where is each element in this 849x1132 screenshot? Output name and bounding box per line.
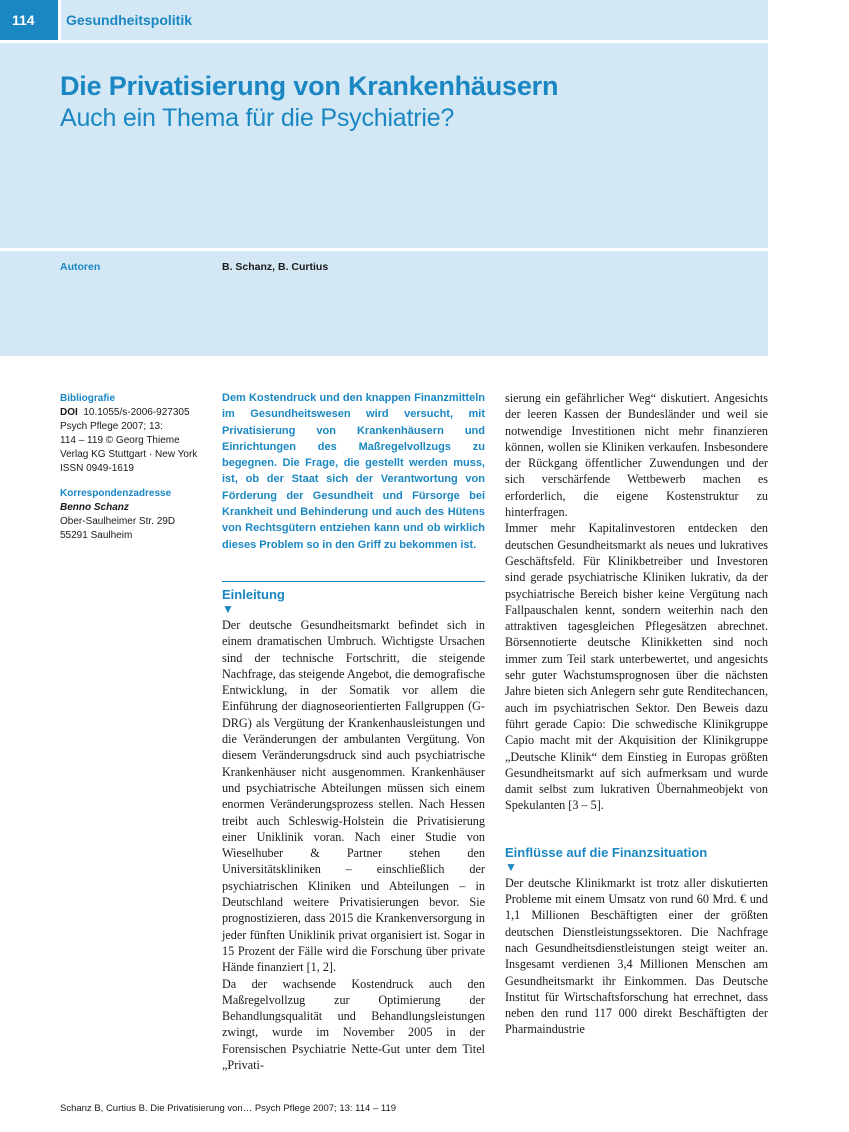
article-title: Die Privatisierung von Krankenhäusern (60, 71, 559, 101)
doi-value: 10.1055/s-2006-927305 (83, 407, 190, 418)
correspondence-name: Benno Schanz (60, 502, 129, 513)
citation-line: Verlag KG Stuttgart · New York (60, 449, 198, 460)
section-heading-einleitung: Einleitung (222, 586, 285, 602)
column-left (222, 390, 485, 1073)
citation-line: Psych Pflege 2007; 13: (60, 421, 163, 432)
authors-label: Autoren (60, 261, 101, 273)
issn: ISSN 0949-1619 (60, 463, 134, 474)
bibliography-heading: Bibliografie (60, 393, 116, 404)
abstract: Dem Kostendruck und den knappen Finanzmitteln im Gesundheitswesen wird versucht, mit Privatisierung von Krankenhäusern und Einrichtungen des Maßregelvollzugs zu begegnen. Die Frage, die gestellt werden muss, ist, ob der Staat sich der Verantwortung von Förderung der Gesundheit und Fürsorge bei Krankheit und Behinderung und auch des Hütens von Rechtsgütern entziehen kann und ob wirklich dieses Problem so in den Griff zu bekommen ist. (222, 392, 485, 551)
paragraph: Der deutsche Klinikmarkt ist trotz aller diskutierten Probleme mit einem Umsatz von rund 60 Mrd. € und 1,1 Millionen Beschäftigten einer der größten deutschen Dienstleistungssektoren. Die Nachfrage nach Gesundheitsdienstleistungen steigt weiter an. Insgesamt verdienen 3,4 Millionen Menschen am Gesundheitsmarkt ihr Einkommen. Das Deutsche Institut für Wirtschaftsforschung hat errechnet, dass neben den rund 117 000 direkt Beschäftigten der Pharmaindustrie (505, 875, 768, 1037)
running-header (0, 0, 768, 40)
paragraph: Immer mehr Kapitalinvestoren entdecken den deutschen Gesundheitsmarkt als neues und lukratives Geschäftsfeld. Für Klinikbetreiber und Investoren sind gerade psychiatrische Kliniken lukrativ, da der psychiatrische Bereich bisher keine Vergütung nach Fallpauschalen kennt, sondern weiterhin nach den attraktiven tagesgleichen Pflegesätzen abrechnet. Börsennotierte deutsche Klinikketten sind noch immer zum Teil stark unterbewertet, und angesichts sehr guter Wachstumsprognosen über die nächsten Jahre bieten sich Anlegern sehr gute Renditechancen, auch im psychiatrischen Sektor. Den Beweis dazu führt gerade Capio: Die schwedische Klinikgruppe Capio macht mit der Akquisition der Klinikgruppe „Deutsche Klinik“ dem Einstieg in Europas größten Gesundheitsmarkt auf sich aufmerksam und wurde damit selbst zum lukrativen Übernahmeobjekt von Spekulanten [3 – 5]. (505, 521, 768, 813)
article-subtitle: Auch ein Thema für die Psychiatrie? (60, 104, 455, 132)
correspondence-city: 55291 Saulheim (60, 530, 133, 541)
title-block (0, 43, 768, 248)
paragraph: sierung ein gefährlicher Weg“ diskutiert. Angesichts der leeren Kassen der Bundesländer und weil sie notwendige Investitionen nicht mehr finanzieren können, wollen sie Kliniken verkaufen. Insbesondere der Rückgang öffentlicher Zuwendungen und der sich verschärfende Wettbewerb machen es erforderlich, die eigene Kostenstruktur zu hinterfragen. (505, 391, 768, 520)
section-heading-finanzsituation: Einflüsse auf die Finanzsituation (505, 844, 708, 860)
triangle-marker-icon: ▼ (505, 859, 517, 874)
section-label: Gesundheitspolitik (61, 0, 768, 40)
correspondence-street: Ober-Saulheimer Str. 29D (60, 516, 176, 527)
paragraph: Da der wachsende Kostendruck auch den Maßregelvollzug zur Optimierung der Behandlungsqualität und Behandlungsleistungen zwingt, wurde im November 2005 in der Forensischen Psychiatrie Nette-Gut unter dem Titel „Privati- (222, 976, 485, 1072)
bibliography-sidebar (60, 392, 210, 543)
authors-names: B. Schanz, B. Curtius (222, 261, 329, 273)
section-divider (222, 581, 485, 582)
triangle-marker-icon: ▼ (222, 601, 234, 616)
page-number: 114 (0, 0, 58, 40)
doi-label: DOI (60, 407, 78, 418)
author-block (0, 251, 768, 356)
citation-line: 114 – 119 © Georg Thieme (60, 435, 180, 446)
page-footer: Schanz B, Curtius B. Die Privatisierung von… Psych Pflege 2007; 13: 114 – 119 (60, 1103, 397, 1114)
paragraph: Der deutsche Gesundheitsmarkt befindet sich in einem dramatischen Umbruch. Wichtigste Ursachen sind der technische Fortschritt, die steigende Nachfrage, das steigende Angebot, die demografische Entwicklung, in der Somatik vor allem die Einführung der diagnoseorientierten Fallgruppen (G-DRG) als Vergütung der Krankenhausleistungen und die Veränderungen der ambulanten Vergütung. Von diesem Veränderungsdruck sind auch psychiatrische Krankenhäuser nicht ausgenommen. Krankenhäuser und psychiatrische Abteilungen müssen sich einem enormen Veränderungsprozess stellen. Nach Hessen treibt auch Schleswig-Holstein die Privatisierung einer Uniklinik voran. Nach einer Studie von Wieselhuber & Partner stehen den Universitätskliniken – einschließlich der psychiatrischen Kliniken und Abteilungen – in Deutschland weitere Privatisierungen bevor. Sie prognostizieren, dass 2015 die Krankenversorgung in jeder fünften Uniklinik privat organisiert ist. Sogar in 15 Prozent der Fälle wird die Forschung über private Hände finanziert [1, 2]. (222, 617, 485, 975)
correspondence-heading: Korrespondenzadresse (60, 488, 172, 499)
column-right (505, 390, 768, 1038)
doi-line (60, 406, 210, 420)
